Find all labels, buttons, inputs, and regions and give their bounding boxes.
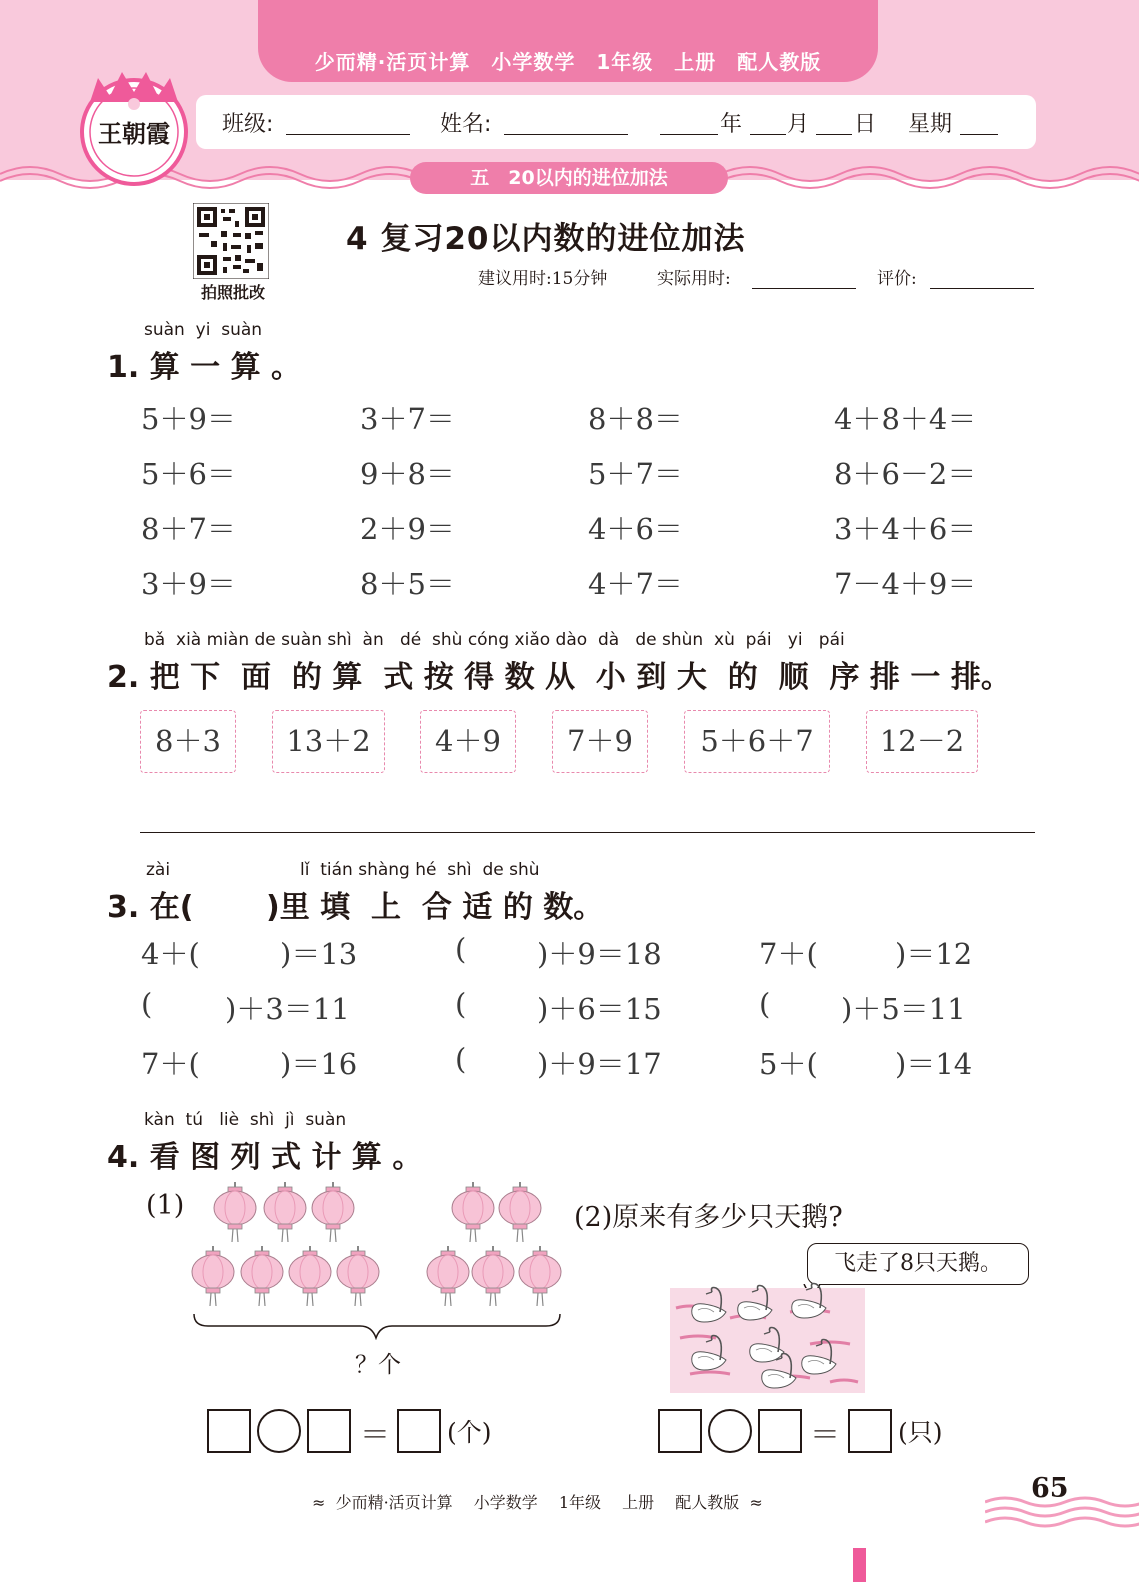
suggested-time: 建议用时:15分钟 xyxy=(478,269,608,289)
operator-circle[interactable] xyxy=(257,1409,301,1453)
operator-circle[interactable] xyxy=(708,1409,752,1453)
q2-expression-box: 5＋6＋7 xyxy=(684,710,830,773)
month-field[interactable] xyxy=(750,134,786,135)
answer-box[interactable] xyxy=(397,1409,441,1453)
name-field[interactable] xyxy=(504,134,628,135)
lesson-title: 4 复习20以内数的进位加法 xyxy=(346,221,746,257)
answer-box[interactable] xyxy=(207,1409,251,1453)
q4-part1-label: (1) xyxy=(146,1190,185,1221)
weekday-label: 星期 xyxy=(908,112,953,137)
year-field[interactable] xyxy=(660,134,718,135)
q3-equation-left: ( xyxy=(141,987,153,1021)
q3-equation-right: )＝14 xyxy=(895,1047,973,1081)
q3-equation-right: )＋6＝15 xyxy=(537,992,662,1026)
q2-expression-box: 7＋9 xyxy=(552,710,648,773)
brand-logo xyxy=(76,70,192,186)
qr-label: 拍照批改 xyxy=(200,283,265,302)
equals-sign: ＝ xyxy=(360,1418,390,1453)
q3-pinyin-a: zài xyxy=(146,860,171,880)
q2-expression-box: 8＋3 xyxy=(140,710,236,773)
page-number: 65 xyxy=(1031,1473,1069,1504)
q1-equation[interactable]: 8＋7＝ xyxy=(141,512,236,546)
page-edge-tab xyxy=(853,1548,866,1582)
q1-equation[interactable]: 7－4＋9＝ xyxy=(834,567,977,601)
class-field[interactable] xyxy=(286,134,410,135)
logo-text: 王朝霞 xyxy=(98,119,170,148)
q4-part1-unit: (个) xyxy=(447,1418,492,1447)
q1-equation[interactable]: 2＋9＝ xyxy=(360,512,455,546)
qr-code-icon xyxy=(193,203,269,279)
answer-box[interactable] xyxy=(758,1409,802,1453)
q3-equation-left: ( xyxy=(455,987,467,1021)
footer-text: ≈ 少而精·活页计算 小学数学 1年级 上册 配人教版 ≈ xyxy=(312,1493,763,1512)
q2-expression-box: 4＋9 xyxy=(420,710,516,773)
answer-box[interactable] xyxy=(848,1409,892,1453)
actual-time-label: 实际用时: xyxy=(657,269,731,289)
unit-title: 五 20以内的进位加法 xyxy=(410,162,728,194)
q3-equation-right: )＝12 xyxy=(895,937,973,971)
q1-equation[interactable]: 8＋8＝ xyxy=(588,402,683,436)
q3-title-a: 3. 在( xyxy=(107,890,194,925)
q2-title: 2. 把 下 面 的 算 式 按 得 数 从 小 到 大 的 顺 序 排 一 排。 xyxy=(107,660,1011,695)
q3-equation-left: ( xyxy=(759,987,771,1021)
class-label: 班级: xyxy=(222,112,274,137)
q1-equation[interactable]: 3＋7＝ xyxy=(360,402,455,436)
q2-expression-box: 12－2 xyxy=(866,710,978,773)
q1-equation[interactable]: 4＋8＋4＝ xyxy=(834,402,977,436)
q3-pinyin-b: lǐ tián shàng hé shì de shù xyxy=(300,860,540,880)
q1-equation[interactable]: 5＋7＝ xyxy=(588,457,683,491)
q1-equation[interactable]: 8＋6－2＝ xyxy=(834,457,977,491)
q4-part2-unit: (只) xyxy=(898,1418,943,1447)
q3-equation-right: )＋3＝11 xyxy=(225,992,350,1026)
q1-equation[interactable]: 5＋9＝ xyxy=(141,402,236,436)
q4-title: 4. 看 图 列 式 计 算 。 xyxy=(107,1140,423,1175)
q1-equation[interactable]: 8＋5＝ xyxy=(360,567,455,601)
speech-bubble: 飞走了8只天鹅。 xyxy=(807,1243,1029,1285)
rating-field[interactable] xyxy=(930,288,1034,289)
day-field[interactable] xyxy=(816,134,852,135)
q3-equation-left: ( xyxy=(455,1042,467,1076)
q3-equation-right: )＋5＝11 xyxy=(841,992,966,1026)
rating-label: 评价: xyxy=(877,269,917,289)
day-label: 日 xyxy=(854,112,877,137)
weekday-field[interactable] xyxy=(960,134,998,135)
answer-box[interactable] xyxy=(307,1409,351,1453)
name-label: 姓名: xyxy=(440,112,492,137)
q1-pinyin: suàn yi suàn xyxy=(144,320,263,340)
q3-equation-right: )＝13 xyxy=(280,937,358,971)
q3-title-b: )里 填 上 合 适 的 数。 xyxy=(266,890,604,925)
q3-equation-left: ( xyxy=(455,932,467,966)
q3-equation-left: 4＋( xyxy=(141,937,200,971)
q2-pinyin: bǎ xià miàn de suàn shì àn dé shù cóng xiǎo dào dà de shùn xù pái yi pái xyxy=(144,630,845,650)
actual-time-field[interactable] xyxy=(752,288,856,289)
lanterns-illustration xyxy=(190,1180,570,1340)
q3-equation-left: 7＋( xyxy=(759,937,818,971)
q2-expression-box: 13＋2 xyxy=(272,710,385,773)
q1-equation[interactable]: 5＋6＝ xyxy=(141,457,236,491)
q4-question-mark: ？个 xyxy=(355,1352,401,1378)
q3-equation-right: )＝16 xyxy=(280,1047,358,1081)
q4-pinyin: kàn tú liè shì jì suàn xyxy=(144,1110,347,1130)
q1-equation[interactable]: 9＋8＝ xyxy=(360,457,455,491)
swans-illustration xyxy=(670,1278,865,1393)
q1-title: 1. 算 一 算 。 xyxy=(107,350,302,385)
student-info-box xyxy=(196,95,1036,149)
q1-equation[interactable]: 4＋6＝ xyxy=(588,512,683,546)
q3-equation-right: )＋9＝17 xyxy=(537,1047,662,1081)
q2-answer-line[interactable] xyxy=(140,832,1035,833)
series-title: 少而精·活页计算 小学数学 1年级 上册 配人教版 xyxy=(314,50,822,74)
q3-equation-left: 7＋( xyxy=(141,1047,200,1081)
q4-part2-label: (2)原来有多少只天鹅? xyxy=(574,1202,843,1233)
year-label: 年 xyxy=(720,112,743,137)
q3-equation-right: )＋9＝18 xyxy=(537,937,662,971)
q3-equation-left: 5＋( xyxy=(759,1047,818,1081)
q1-equation[interactable]: 3＋9＝ xyxy=(141,567,236,601)
answer-box[interactable] xyxy=(658,1409,702,1453)
equals-sign: ＝ xyxy=(810,1418,840,1453)
month-label: 月 xyxy=(787,112,810,137)
q1-equation[interactable]: 4＋7＝ xyxy=(588,567,683,601)
q1-equation[interactable]: 3＋4＋6＝ xyxy=(834,512,977,546)
